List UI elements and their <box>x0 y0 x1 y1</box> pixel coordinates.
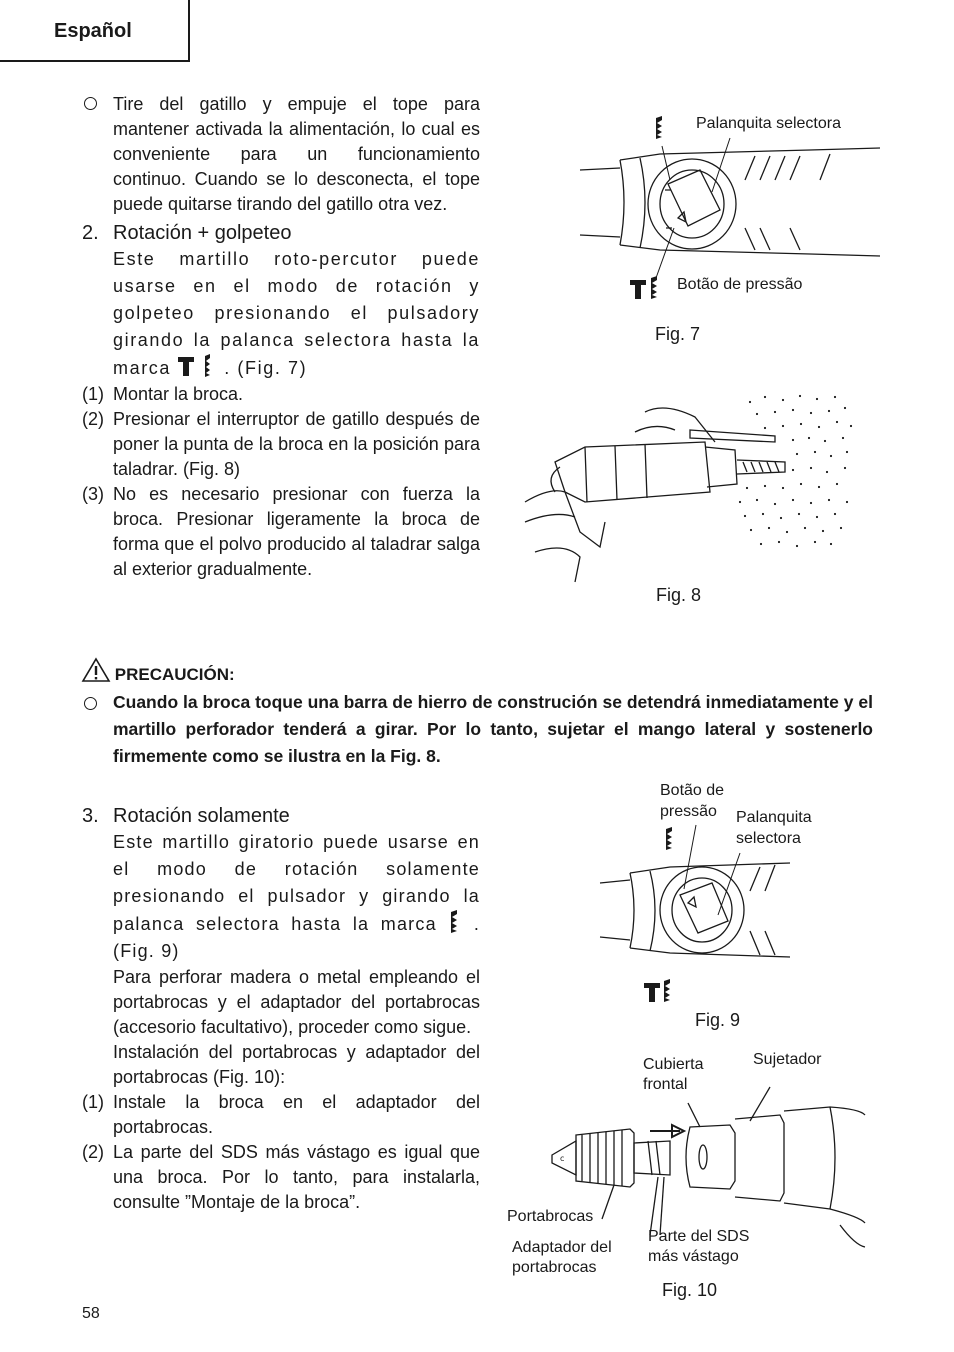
bullet-circle-icon <box>84 97 97 110</box>
bullet-circle-icon <box>84 697 97 710</box>
rotation-hammer-mark-icon <box>178 354 218 378</box>
fig10-label-chuck: Portabrocas <box>507 1208 594 1225</box>
fig8-drawing <box>525 392 865 582</box>
fig7-label-lever: Palanquita selectora <box>696 115 841 132</box>
step-1: (1) Instale la broca en el adaptador del portabrocas. <box>82 1092 480 1137</box>
step-2: (2) La parte del SDS más vástago es igual que una broca. Por lo tanto, para instalarla, consulte ”Montaje de la broca”. <box>82 1142 480 1212</box>
left-column-bottom <box>82 804 480 1215</box>
svg-text:c: c <box>560 1154 565 1163</box>
language-label: Español <box>54 20 132 42</box>
section-3-para-3: Instalación del portabrocas y adaptador del portabrocas (Fig. 10): <box>113 1042 480 1087</box>
language-tab <box>0 0 190 62</box>
fig9-label-button-1: Botão de <box>660 782 725 799</box>
fig9-label-lever-2: selectora <box>736 830 801 847</box>
fig9-caption: Fig. 9 <box>695 1010 741 1030</box>
bullet-paragraph: Tire del gatillo y empuje el tope para mantener activada la alimentación, lo cual es conveniente para un funcionamiento continuo. Cuando se lo desconecta, el tope puede quitarse tirando del gatillo otra vez. <box>82 92 480 217</box>
fig10-label-grip: Sujetador <box>753 1051 822 1068</box>
left-column-top <box>82 92 480 582</box>
fig7-label-button: Botão de pressão <box>677 276 803 293</box>
fig10-label-cover-1: Cubierta <box>643 1056 704 1073</box>
fig9-label-button-2: pressão <box>660 803 717 820</box>
step-2: (2) Presionar el interruptor de gatillo después de poner la punta de la broca en la posición para taladrar. (Fig. 8) <box>82 409 480 479</box>
fig7-caption: Fig. 7 <box>655 324 701 344</box>
caution-heading: PRECAUCIÓN: <box>82 658 235 685</box>
section-3-body: Este martillo giratorio puede usarse en el modo de rotación solamente presionando el pulsador y girando la palanca selectora hasta la marca . (Fig. 9) <box>113 832 481 961</box>
fig9-drawing <box>600 825 790 1010</box>
dust-dots <box>739 395 852 547</box>
fig10-caption: Fig. 10 <box>662 1280 718 1300</box>
step-1: (1) Montar la broca. <box>82 384 244 404</box>
section-3-heading: 3. Rotación solamente <box>82 805 290 827</box>
fig10-label-sds-2: más vástago <box>648 1248 739 1265</box>
section-3-para-2: Para perforar madera o metal empleando el portabrocas y el adaptador del portabrocas (accesorio facultativo), proceder como sigue. <box>113 967 480 1037</box>
fig8-caption: Fig. 8 <box>656 585 702 605</box>
fig10-label-sds-1: Parte del SDS <box>648 1228 750 1245</box>
fig10-label-adapter-1: Adaptador del <box>512 1239 612 1256</box>
section-2-body: Este martillo roto-percutor puede usarse en el modo de rotación y golpeteo presionando el pulsadory girando la palanca selectora hasta la marca . (Fig. 7) <box>113 249 480 378</box>
fig10-label-cover-2: frontal <box>643 1076 688 1093</box>
rotation-mark-icon <box>666 827 672 850</box>
step-3: (3) No es necesario presionar con fuerza la broca. Presionar ligeramente la broca de forma que el polvo producido al taladrar salga al exterior gradualmente. <box>82 484 480 579</box>
fig9-label-lever-1: Palanquita <box>736 809 812 826</box>
warning-triangle-icon <box>82 658 110 682</box>
caution-text: Cuando la broca toque una barra de hierro de construción se detendrá inmediatamente y el martillo perforador tenderá a girar. Por lo tanto, sujetar el mango lateral y sostenerlo firmemente como se ilustra en la Fig. 8. <box>82 689 873 770</box>
rotation-mark-icon <box>656 116 662 139</box>
section-2-heading: 2. Rotación + golpeteo <box>82 222 292 244</box>
rotation-mark-icon <box>448 910 462 934</box>
page-number: 58 <box>82 1305 100 1322</box>
fig10-label-adapter-2: portabrocas <box>512 1259 597 1276</box>
